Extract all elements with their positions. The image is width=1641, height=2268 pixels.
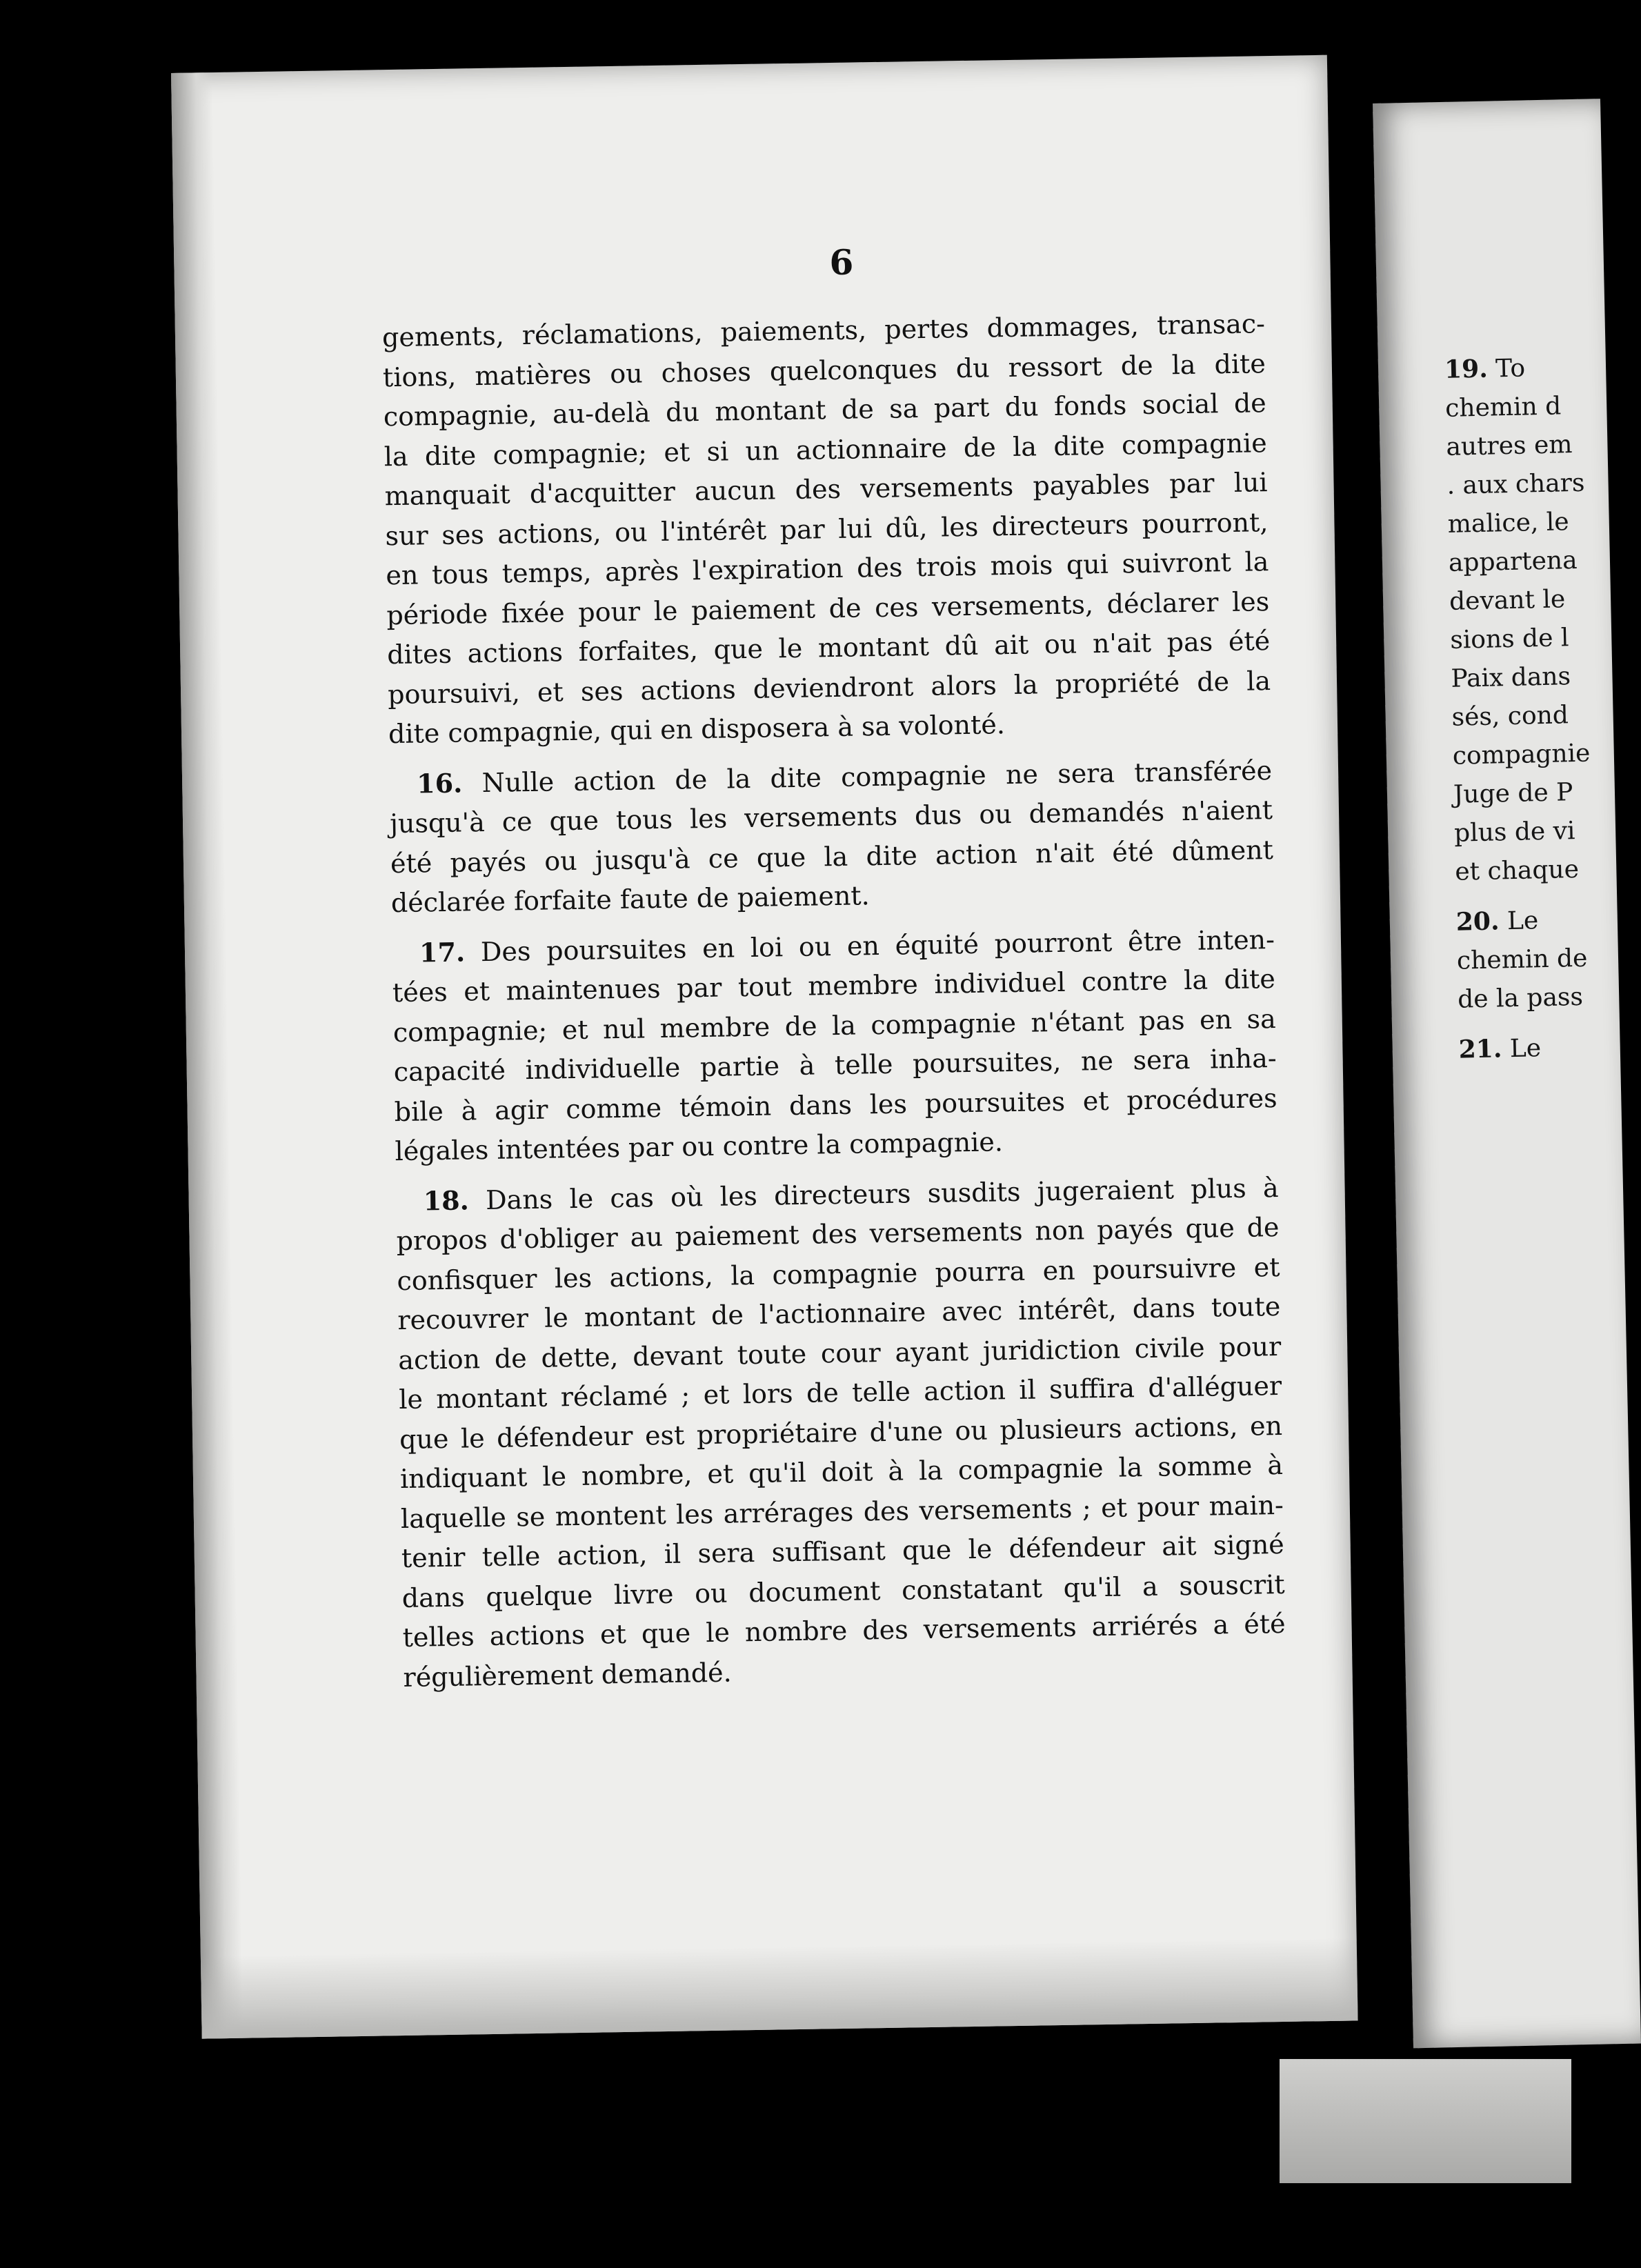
section-20-number: 20. [1455,906,1500,937]
page-number: 6 [828,241,854,284]
text-line: la dite compagnie; et si un actionnaire de la dite compagnie [384,427,1267,472]
text-line: sur ses actions, ou l'intérêt par lui dû, les directeurs pourront, [385,506,1269,551]
section-21-heading-text: Le [1509,1034,1542,1064]
text-line: manquait d'acquitter aucun des versements payables par lui [384,467,1268,512]
text-line: et chaque [1454,855,1580,886]
section-19-number: 19. [1444,354,1489,384]
text-line: gements, réclamations, paiements, pertes dommages, transac- [381,308,1266,353]
text-line: régulièrement demandé. [403,1657,732,1693]
text-line: action de dette, devant toute cour ayant juridiction civile pour [397,1331,1282,1375]
text-line: compagnie [1452,739,1591,770]
text-line: déclarée forfaite faute de paiement. [390,880,871,919]
section-19-heading [1444,348,1583,390]
text-line: autres em [1446,430,1573,461]
text-line: que le défendeur est propriétaire d'une ou plusieurs actions, en [399,1410,1283,1455]
section-21-heading [1458,1028,1597,1070]
text-line: indiquant le nombre, et qu'il doit à la compagnie la somme à [399,1449,1284,1495]
section-21-number: 21. [1458,1034,1502,1064]
text-line: appartena [1448,546,1578,577]
text-line: bile à agir comme témoin dans les poursuites et procédures [394,1082,1277,1127]
text-line: plus de vi [1453,817,1575,848]
right-page-text [1444,348,1598,1070]
section-20-heading [1455,900,1594,942]
section-17-first-line-text: Des poursuites en loi ou en équité pourront être inten- [480,924,1275,967]
text-line: sions de l [1449,624,1569,655]
page-bottom-shadow [201,1938,1358,2038]
text-line: devant le [1449,585,1566,616]
text-line: capacité individuelle partie à telle poursuites, ne sera inha- [393,1043,1277,1088]
text-line: compagnie, au-delà du montant de sa part du fonds social de [383,388,1267,432]
text-line: en tous temps, après l'expiration des trois mois qui suivront la [386,546,1269,591]
text-line: tées et maintenues par tout membre individuel contre la dite [392,964,1276,1008]
text-line: propos d'obliger au paiement des versements non payés que de [396,1211,1280,1257]
text-line: jusqu'à ce que tous les versements dus ou demandés n'aient [389,795,1273,839]
text-line: Paix dans [1451,662,1571,693]
text-line: confisquer les actions, la compagnie pourra en poursuivre et [397,1251,1280,1296]
text-line: le montant réclamé ; et lors de telle action il suffira d'alléguer [398,1370,1282,1415]
text-line: chemin d [1444,392,1562,423]
section-20-heading-text: Le [1506,906,1539,936]
left-book-page [171,55,1358,2039]
body-text [382,304,1286,1698]
text-line: compagnie; et nul membre de la compagnie n'étant pas en sa [392,1003,1277,1048]
text-line: telles actions et que le nombre des versements arriérés a été [402,1608,1286,1653]
section-16-number: 16. [416,766,463,799]
scanner-bed-strip [1280,2059,1571,2183]
section-19-heading-text: To [1495,354,1526,384]
text-line: dans quelque livre ou document constatant qu'il a souscrit [401,1569,1285,1613]
text-line: Juge de P [1453,778,1573,809]
text-line: . aux chars [1446,468,1585,500]
section-18-number: 18. [423,1184,470,1216]
text-line: tenir telle action, il sera suffisant que le défendeur ait signé [401,1529,1285,1574]
text-line: malice, le [1447,508,1570,539]
section-16-first-line-text: Nulle action de la dite compagnie ne sera transférée [481,755,1273,798]
text-line: été payés ou jusqu'à ce que la dite action n'ait été dûment [390,834,1274,879]
text-line: tions, matières ou choses quelconques du ressort de la dite [382,348,1266,392]
text-line: dite compagnie, qui en disposera à sa volonté. [388,709,1006,750]
section-17-number: 17. [419,935,466,968]
text-line: dites actions forfaites, que le montant dû ait ou n'ait pas été [386,626,1271,670]
text-line: de la pass [1457,982,1584,1014]
text-line: sés, cond [1451,701,1569,732]
text-line: période fixée pour le paiement de ces versements, déclarer les [386,586,1270,630]
section-18-first-line-text: Dans le cas où les directeurs susdits jugeraient plus à [485,1172,1279,1215]
text-line: chemin de [1456,944,1588,975]
text-line: légales intentées par ou contre la compagnie. [395,1126,1004,1167]
text-line: poursuivi, et ses actions deviendront alors la propriété de la [387,665,1271,710]
text-line: recouvrer le montant de l'actionnaire avec intérêt, dans toute [397,1291,1281,1336]
right-book-page-partial [1373,99,1641,2048]
text-line: laquelle se montent les arrérages des versements ; et pour main- [400,1489,1284,1534]
page-binding-shadow [171,72,243,2039]
